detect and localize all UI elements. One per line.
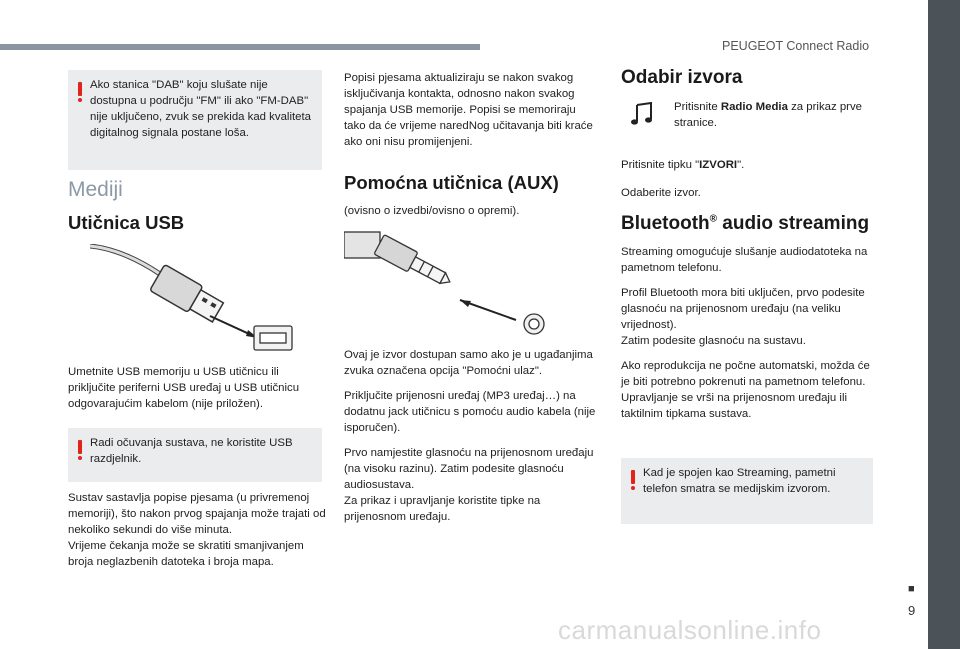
usb-text-block	[68, 364, 324, 412]
press-sources	[621, 157, 744, 173]
aux-title: Pomoćna utičnica (AUX)	[344, 172, 559, 193]
playlist-paragraph	[68, 490, 326, 570]
sources-label: IZVORI	[699, 159, 738, 171]
section-title: Mediji	[68, 178, 123, 201]
bt-warning-box	[621, 458, 873, 524]
aux-sentence-3a: Prvo namjestite glasnoću na prijenosnom uređaju (na visoku razinu). Zatim podesite glasnoću audiosustava.	[344, 447, 594, 491]
warning-icon	[78, 82, 82, 102]
usb-paragraph: Umetnite USB memoriju u USB utičnicu ili priključite periferni USB uređaj u USB utičnicu odgovarajućim kabelom (nije priložen).	[68, 366, 300, 410]
sources-suffix: ".	[737, 159, 745, 171]
usb-warning-box	[68, 428, 322, 482]
bt-paragraph-2	[621, 285, 873, 349]
bluetooth-text-block	[621, 244, 873, 422]
press-radio-media	[674, 99, 864, 131]
bt-sentence-3b: Upravljanje se vrši na prijenosnom uređaju ili taktilnim tipkama sustava.	[621, 392, 848, 420]
aux-paragraph-1: Ovaj je izvor dostupan samo ako je u ugađanjima zvuka označena opcija "Pomoćni ulaz".	[344, 349, 593, 377]
source-title: Odabir izvora	[621, 67, 743, 88]
header-title: PEUGEOT Connect Radio	[722, 39, 870, 53]
aux-text-block	[344, 347, 600, 525]
aux-sentence-3b: Za prikaz i upravljanje koristite tipke na prijenosnom uređaju.	[344, 495, 541, 523]
page-edge-strip	[928, 0, 960, 649]
bt-warning-text: Kad je spojen kao Streaming, pametni telefon smatra se medijskim izvorom.	[643, 467, 836, 495]
warning-icon	[631, 470, 635, 490]
top-rule	[0, 44, 480, 50]
page-number: 9	[908, 603, 916, 618]
aux-paragraph-2: Priključite prijenosni uređaj (MP3 uređaj…) na dodatnu jack utičnicu s pomoću audio kabela (nije isporučen).	[344, 390, 596, 434]
watermark: carmanualsonline.info	[558, 615, 822, 645]
playlist-sentence-1: Sustav sastavlja popise pjesama (u privremenoj memoriji), što nakon prvog spajanja može trajati od nekoliko sekundi do više minuta.	[68, 492, 326, 536]
dab-warning-text: Ako stanica "DAB" koju slušate nije dostupna u području "FM" ili ako "FM-DAB" nije uključeno, zvuk se prekida kad kvaliteta digitalnog signala postane loša.	[90, 79, 311, 139]
select-source: Odaberite izvor.	[621, 187, 701, 199]
bt-sentence-2b: Zatim podesite glasnoću na sustavu.	[621, 335, 806, 347]
bluetooth-title	[621, 213, 869, 235]
music-note-icon	[630, 102, 656, 126]
playlist-update-block	[344, 70, 596, 150]
sources-prefix: Pritisnite tipku "	[621, 159, 700, 171]
warning-icon	[78, 440, 82, 460]
usb-plug-illustration	[90, 244, 300, 354]
dab-warning-box	[68, 70, 322, 170]
playlist-text-block	[68, 490, 326, 570]
bluetooth-title-rest: audio streaming	[717, 213, 870, 234]
bt-sentence-2a: Profil Bluetooth mora biti uključen, prvo podesite glasnoću na prijenosnom uređaju (na veliku vrijednost).	[621, 287, 865, 331]
press-prefix: Pritisnite	[674, 101, 721, 113]
bt-paragraph-3	[621, 358, 873, 422]
bt-paragraph-1: Streaming omogućuje slušanje audiodatoteka na pametnom telefonu.	[621, 246, 868, 274]
press-suffix: za prikaz prve stranice.	[674, 101, 863, 129]
radio-media-label: Radio Media	[720, 101, 788, 113]
registered-mark: ®	[709, 213, 718, 225]
aux-note: (ovisno o izvedbi/ovisno o opremi).	[344, 205, 520, 217]
continuation-mark: ■	[908, 583, 915, 595]
jack-plug-illustration	[344, 228, 549, 338]
playlist-sentence-2: Vrijeme čekanja može se skratiti smanjivanjem broja neglazbenih datoteka i broja mapa.	[68, 540, 304, 568]
bt-sentence-3a: Ako reprodukcija ne počne automatski, možda će je biti potrebno pokrenuti na pametnom telefonu.	[621, 360, 870, 388]
playlist-update-paragraph: Popisi pjesama aktualiziraju se nakon svakog isključivanja kontakta, odnosno nakon svakog spajanja USB memorije. Popisi se memoriraju tako da će vrijeme naredNog učitavanja biti kraće ako oni nisu promijenjeni.	[344, 72, 593, 148]
usb-title: Utičnica USB	[68, 212, 185, 233]
bluetooth-title-main: Bluetooth	[621, 213, 710, 234]
usb-warning-text: Radi očuvanja sustava, ne koristite USB razdjelnik.	[90, 437, 293, 465]
page-edge	[928, 0, 960, 649]
aux-paragraph-3	[344, 445, 600, 525]
